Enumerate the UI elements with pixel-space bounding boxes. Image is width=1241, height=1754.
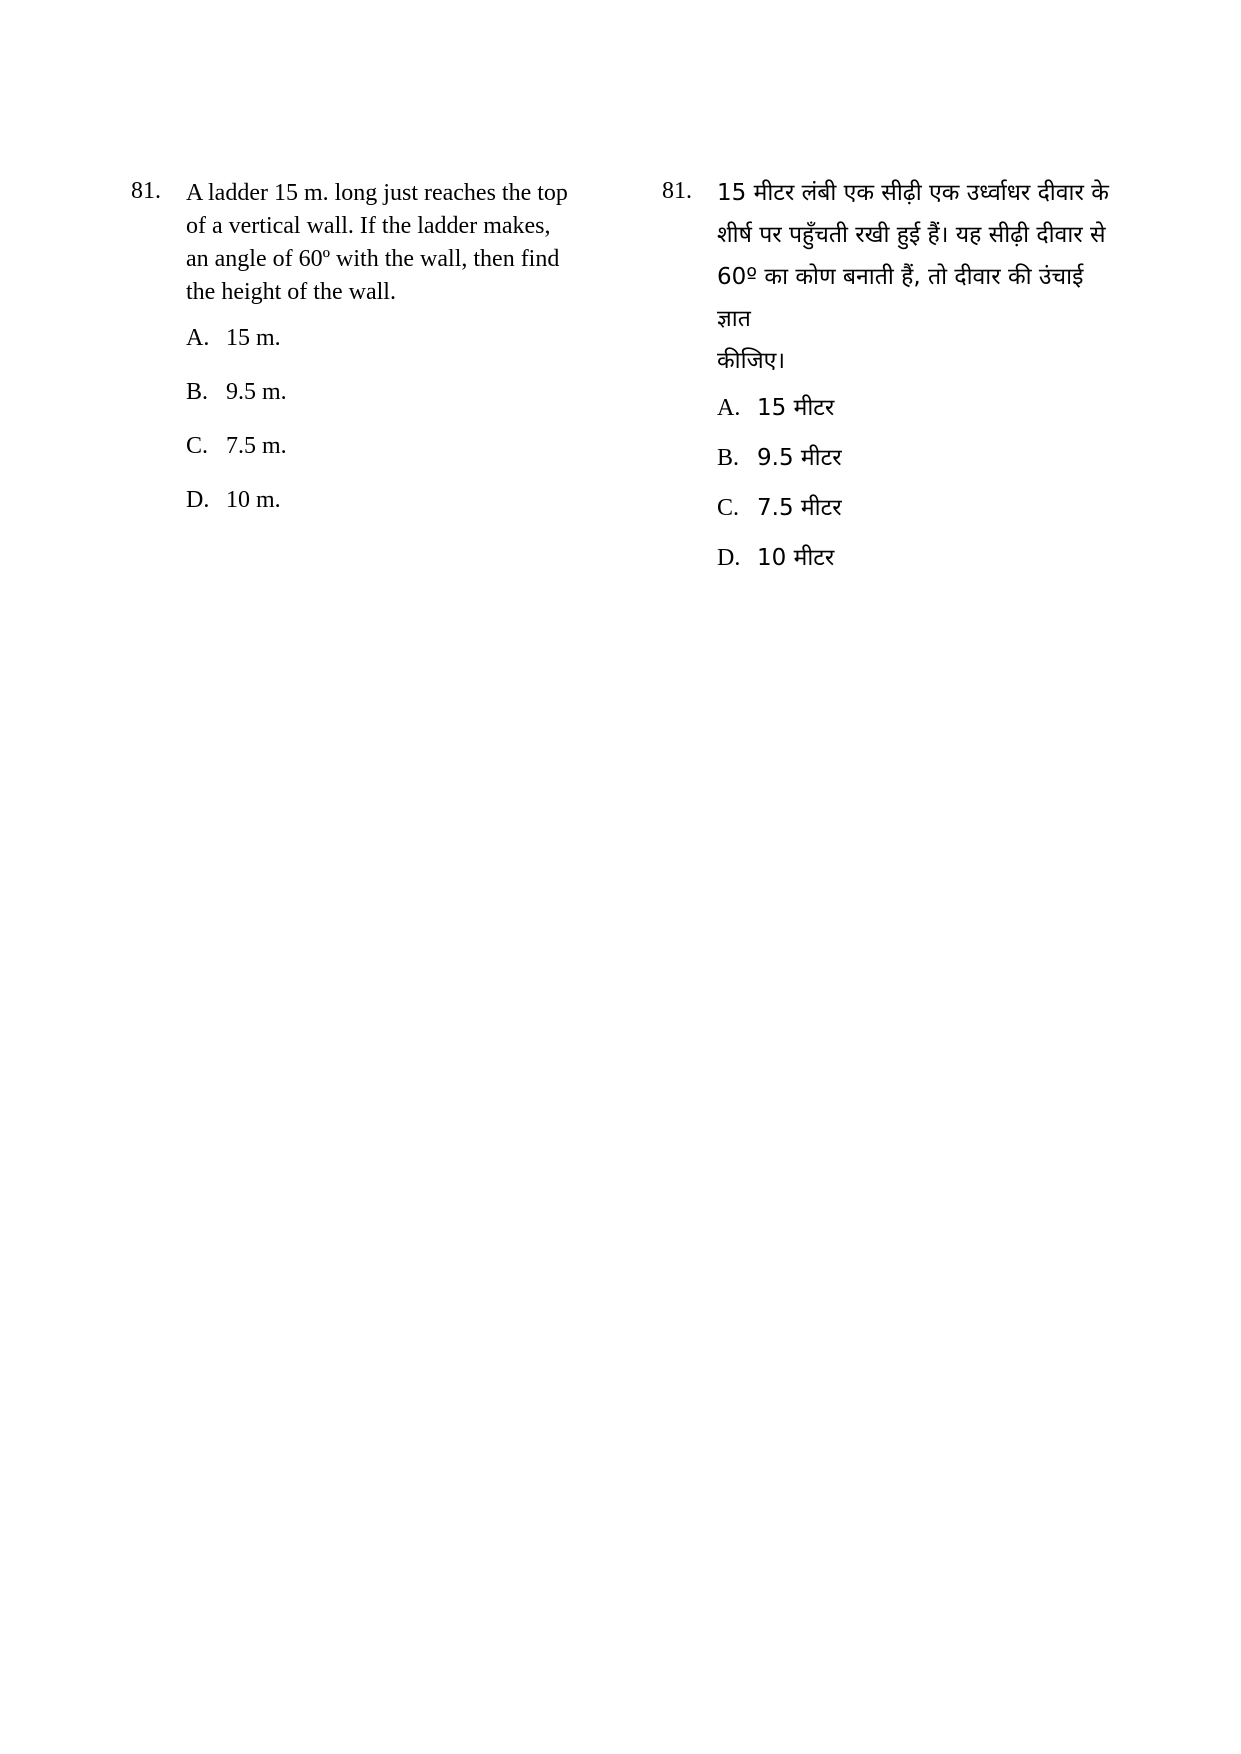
question-line: 60º का कोण बनाती हैं, तो दीवार की उंचाई ज्ञात — [717, 264, 1084, 332]
question-text — [717, 172, 1117, 382]
option-text: 15 m. — [226, 325, 281, 351]
option-letter: B. — [717, 445, 740, 471]
question-line: an angle of 60º with the wall, then find — [186, 246, 560, 272]
option-letter: C. — [186, 433, 209, 459]
option-letter: C. — [717, 495, 740, 521]
question-header — [662, 178, 1132, 382]
option-letter: D. — [186, 487, 210, 513]
question-hindi — [662, 178, 1132, 590]
option-letter: A. — [186, 325, 210, 351]
question-line: शीर्ष पर पहुँचती रखी हुई हैं। यह सीढ़ी दीवार से — [717, 222, 1106, 248]
question-line: the height of the wall. — [186, 279, 396, 305]
option-d[interactable] — [717, 540, 1132, 590]
option-text: 7.5 m. — [226, 433, 287, 459]
option-letter: A. — [717, 395, 741, 421]
option-letter: D. — [717, 545, 741, 571]
option-text: 7.5 मीटर — [757, 495, 842, 521]
question-number: 81. — [662, 178, 692, 204]
option-text: 15 मीटर — [757, 395, 835, 421]
option-text: 10 मीटर — [757, 545, 835, 571]
option-b[interactable] — [717, 440, 1132, 490]
option-text: 9.5 मीटर — [757, 445, 842, 471]
question-line: कीजिए। — [717, 348, 786, 374]
option-d[interactable] — [186, 487, 601, 541]
option-c[interactable] — [717, 490, 1132, 540]
question-line: 15 मीटर लंबी एक सीढ़ी एक उर्ध्वाधर दीवार के — [717, 180, 1109, 206]
options-list — [717, 390, 1132, 590]
question-line: A ladder 15 m. long just reaches the top — [186, 180, 568, 206]
option-a[interactable] — [717, 390, 1132, 440]
question-text — [186, 177, 586, 309]
question-header — [131, 178, 601, 309]
option-c[interactable] — [186, 433, 601, 487]
option-b[interactable] — [186, 379, 601, 433]
option-text: 10 m. — [226, 487, 281, 513]
question-line: of a vertical wall. If the ladder makes, — [186, 213, 551, 239]
question-english — [131, 178, 601, 541]
option-text: 9.5 m. — [226, 379, 287, 405]
option-a[interactable] — [186, 325, 601, 379]
question-number: 81. — [131, 178, 161, 204]
options-list — [186, 325, 601, 541]
option-letter: B. — [186, 379, 209, 405]
